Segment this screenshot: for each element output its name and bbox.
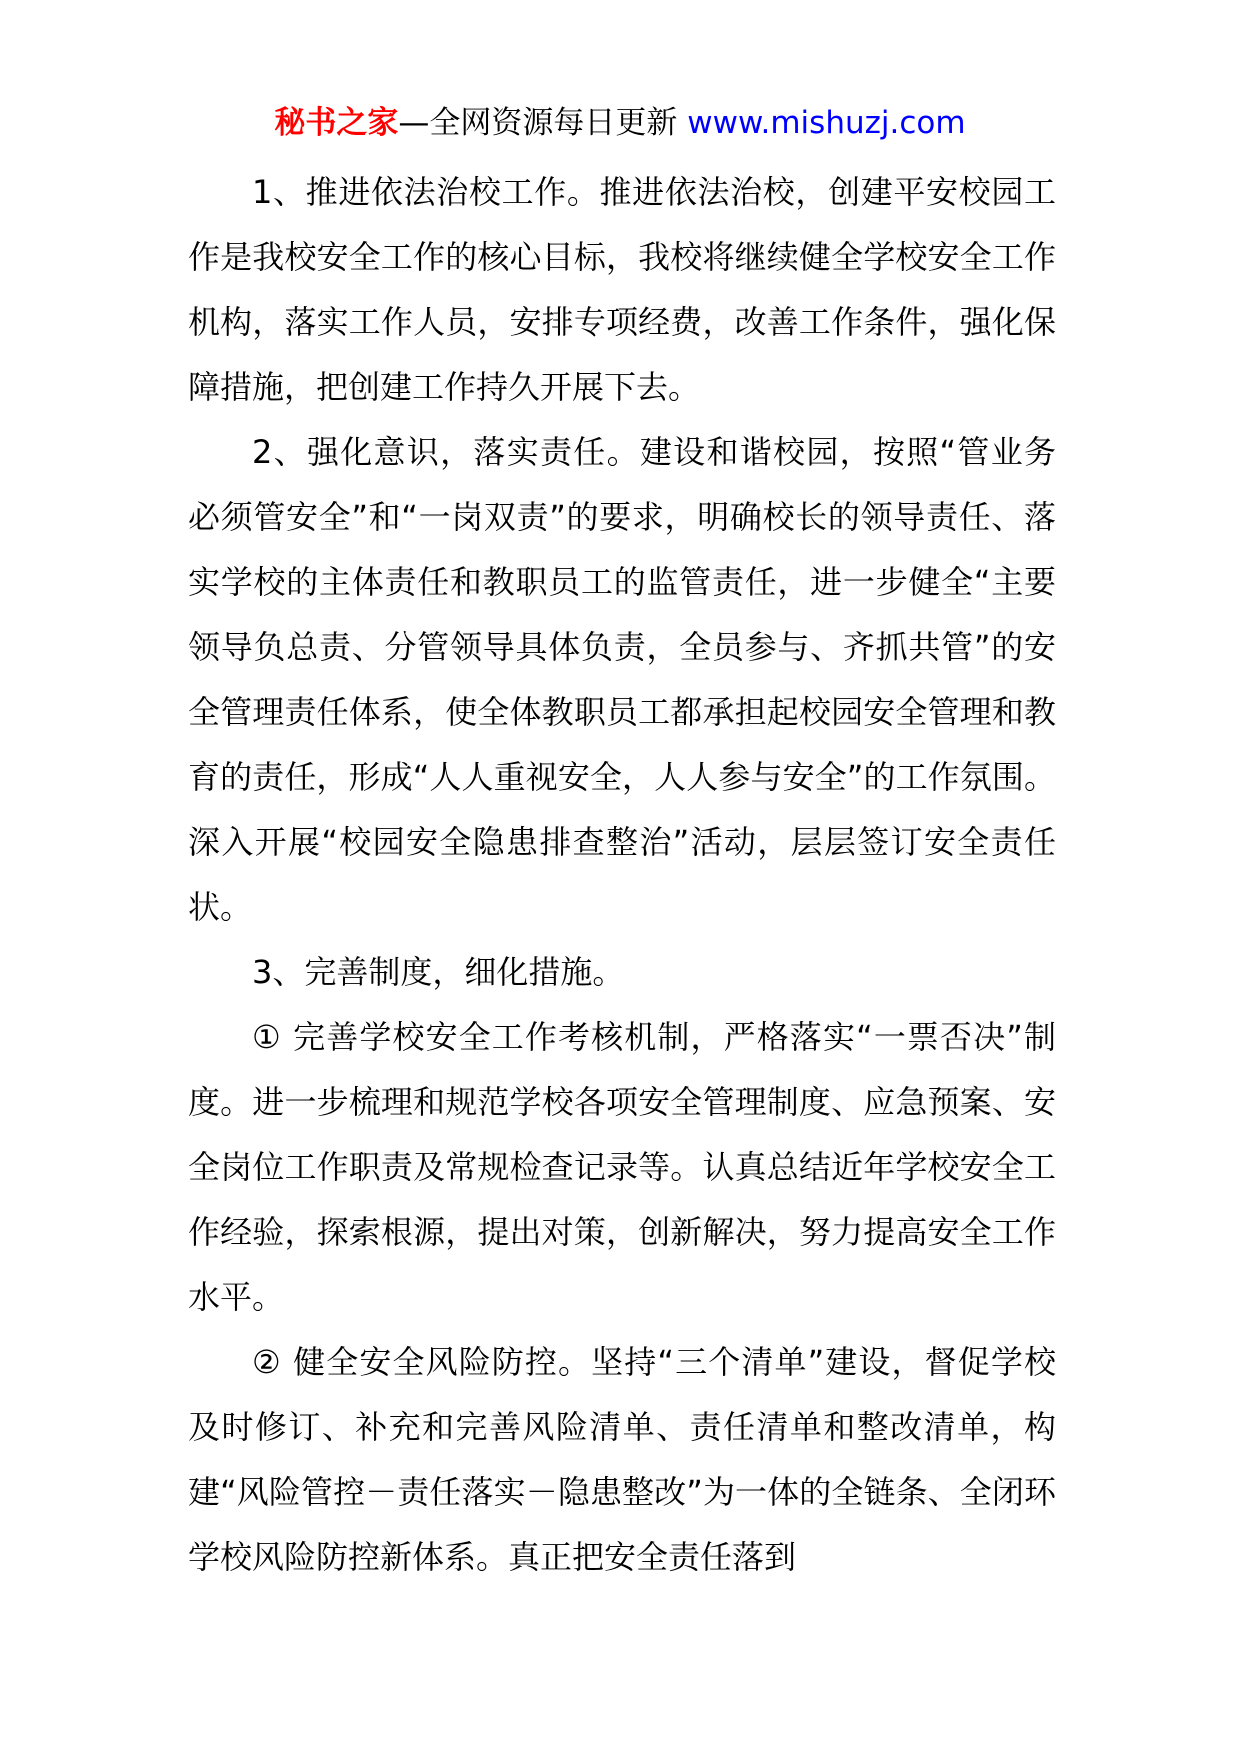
paragraph-1: 1、推进依法治校工作。推进依法治校，创建平安校园工作是我校安全工作的核心目标，我校将继续健全学校安全工作机构，落实工作人员，安排专项经费，改善工作条件，强化保障措施，把创建工作持久开展下去。 (188, 173, 1056, 406)
site-url-link[interactable]: www.mishuzj.com (687, 105, 966, 141)
header-tagline: —全网资源每日更新 (398, 105, 688, 141)
paragraph-3: 3、完善制度，细化措施。 (252, 953, 625, 991)
document-body (188, 160, 1056, 1590)
paragraph-2: 2、强化意识，落实责任。建设和谐校园，按照“管业务必须管安全”和“一岗双责”的要求，明确校长的领导责任、落实学校的主体责任和教职员工的监管责任，进一步健全“主要领导负总责、分管领导具体负责，全员参与、齐抓共管”的安全管理责任体系，使全体教职员工都承担起校园安全管理和教育的责任，形成“人人重视安全，人人参与安全”的工作氛围。深入开展“校园安全隐患排查整治”活动，层层签订安全责任状。 (188, 433, 1056, 926)
paragraph-4: ① 完善学校安全工作考核机制，严格落实“一票否决”制度。进一步梳理和规范学校各项安全管理制度、应急预案、安全岗位工作职责及常规检查记录等。认真总结近年学校安全工作经验，探索根源，提出对策，创新解决，努力提高安全工作水平。 (188, 1018, 1056, 1316)
brand-name: 秘书之家 (274, 105, 399, 141)
page-header (0, 98, 1240, 148)
paragraph-5: ② 健全安全风险防控。坚持“三个清单”建设，督促学校及时修订、补充和完善风险清单、责任清单和整改清单，构建“风险管控－责任落实－隐患整改”为一体的全链条、全闭环学校风险防控新体系。真正把安全责任落到 (188, 1343, 1056, 1576)
